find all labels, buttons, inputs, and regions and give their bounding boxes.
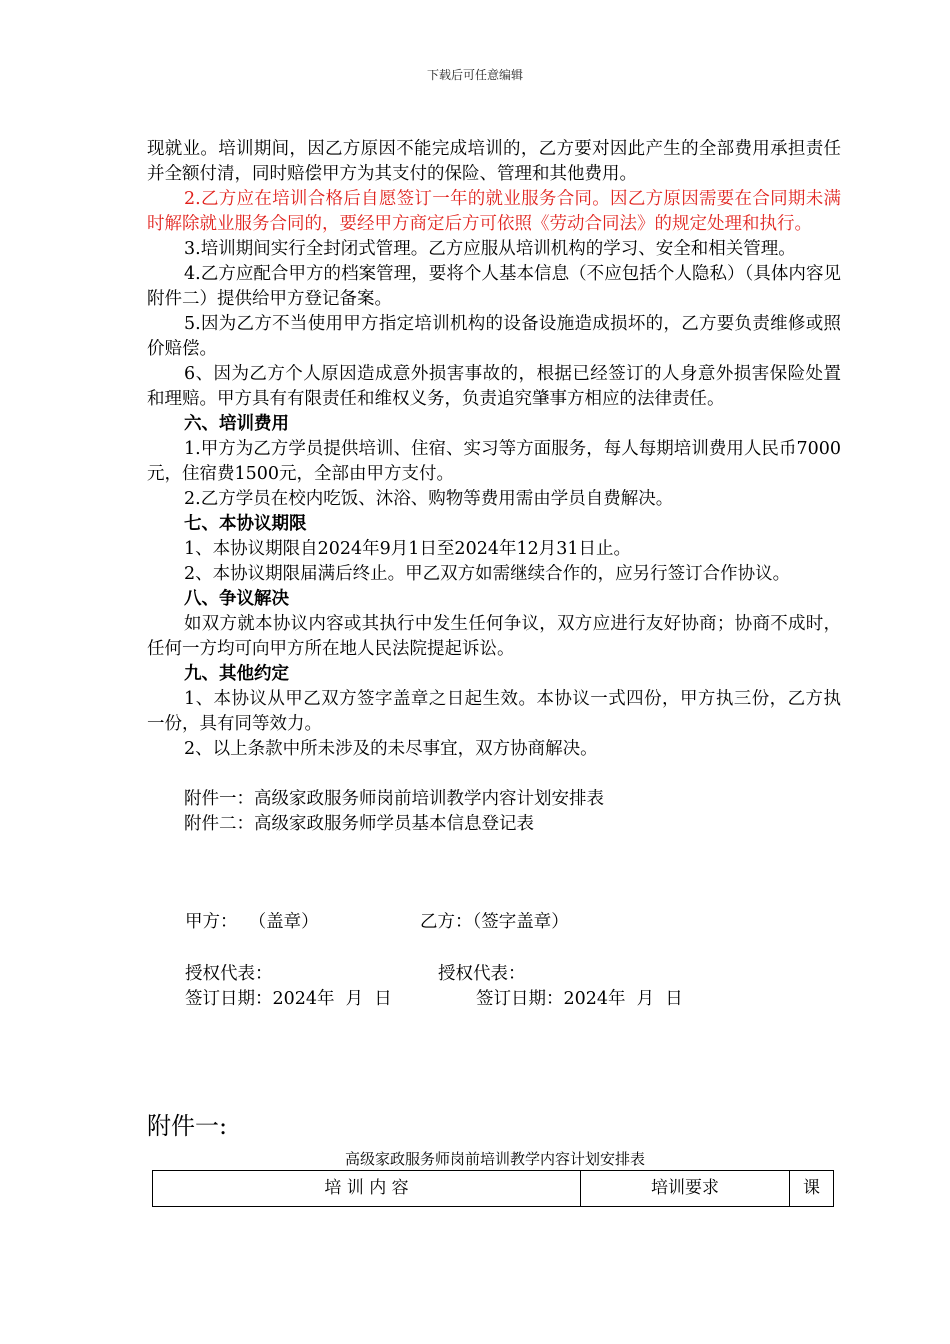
clause-paragraph: 1、本协议从甲乙双方签字盖章之日起生效。本协议一式四份，甲方执三份，乙方执一份，具有同等效力。 [147,689,841,734]
clause-paragraph: 5.因为乙方不当使用甲方指定培训机构的设备设施造成损坏的，乙方要负责维修或照价赔偿。 [147,314,841,359]
clause-paragraph: 3.培训期间实行全封闭式管理。乙方应服从培训机构的学习、安全和相关管理。 [184,239,796,259]
clause-paragraph: 4.乙方应配合甲方的档案管理，要将个人基本信息（不应包括个人隐私）（具体内容见附件二）提供给甲方登记备案。 [147,264,841,309]
document-body [147,137,841,837]
attachment-one-line: 附件一：高级家政服务师岗前培训教学内容计划安排表 [184,789,604,809]
party-b-representative: 授权代表： [438,964,526,984]
attachment-two-line: 附件二：高级家政服务师学员基本信息登记表 [184,814,534,834]
clause-paragraph: 1、本协议期限自2024年9月1日至2024年12月31日止。 [184,539,632,559]
clause-paragraph: 2、本协议期限届满后终止。甲乙双方如需继续合作的，应另行签订合作协议。 [184,564,791,584]
clause-paragraph: 1.甲方为乙方学员提供培训、住宿、实习等方面服务，每人每期培训费用人民币7000元，住宿费1500元，全部由甲方支付。 [147,439,841,484]
section-heading: 六、培训费用 [184,414,289,434]
page-header: 下载后可任意编辑 [426,68,523,82]
column-header-hours: 课 [790,1171,834,1207]
clause-paragraph: 2.乙方应在培训合格后自愿签订一年的就业服务合同。因乙方原因需要在合同期未满时解除就业服务合同的，要经甲方商定后方可依照《劳动合同法》的规定处理和执行。 [147,189,841,234]
party-a-representative: 授权代表： [185,964,273,984]
column-header-requirement: 培训要求 [581,1171,790,1207]
party-b-label: 乙方：（签字盖章） [420,912,569,932]
clause-paragraph: 2、以上条款中所未涉及的未尽事宜，双方协商解决。 [184,739,598,759]
party-a-label: 甲方： （盖章） [185,912,319,932]
clause-paragraph: 如双方就本协议内容或其执行中发生任何争议，双方应进行友好协商；协商不成时，任何一方均可向甲方所在地人民法院提起诉讼。 [147,614,841,659]
section-heading: 八、争议解决 [184,589,289,609]
party-b-sign-date: 签订日期：2024年 月 日 [476,989,683,1009]
clause-paragraph: 2.乙方学员在校内吃饭、沐浴、购物等费用需由学员自费解决。 [184,489,674,509]
table-header-row [153,1171,834,1207]
column-header-content: 培 训 内 容 [153,1171,581,1207]
training-plan-table [152,1170,834,1207]
clause-paragraph: 6、因为乙方个人原因造成意外损害事故的，根据已经签订的人身意外损害保险处置和理赔。甲方具有有限责任和维权义务，负责追究肇事方相应的法律责任。 [147,364,841,409]
appendix-title: 附件一: [147,1112,228,1140]
clause-paragraph: 现就业。培训期间，因乙方原因不能完成培训的，乙方要对因此产生的全部费用承担责任并全额付清，同时赔偿甲方为其支付的保险、管理和其他费用。 [147,139,841,184]
section-heading: 七、本协议期限 [184,514,307,534]
paragraph-list [147,137,841,762]
appendix-table-caption: 高级家政服务师岗前培训教学内容计划安排表 [344,1150,645,1168]
section-heading: 九、其他约定 [184,664,289,684]
party-a-sign-date: 签订日期：2024年 月 日 [185,989,392,1009]
